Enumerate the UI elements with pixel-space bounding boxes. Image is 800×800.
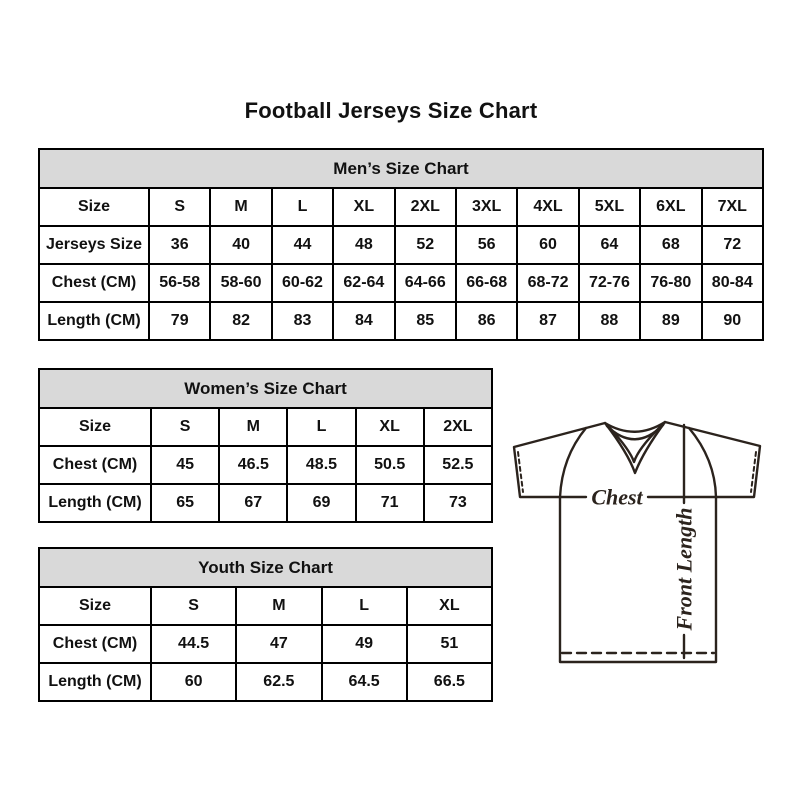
value-cell: L: [322, 587, 407, 625]
value-cell: 49: [322, 625, 407, 663]
youth-size-table: [38, 547, 493, 702]
value-cell: 46.5: [219, 446, 287, 484]
value-cell: XL: [407, 587, 492, 625]
value-cell: M: [236, 587, 321, 625]
value-cell: 60: [517, 226, 578, 264]
table-title: Youth Size Chart: [39, 548, 492, 587]
value-cell: 82: [210, 302, 271, 340]
value-cell: 44: [272, 226, 333, 264]
value-cell: 64.5: [322, 663, 407, 701]
row-label-cell: Size: [39, 587, 151, 625]
table-row: [39, 484, 492, 522]
value-cell: 36: [149, 226, 210, 264]
value-cell: 72: [702, 226, 763, 264]
value-cell: 56: [456, 226, 517, 264]
value-cell: 79: [149, 302, 210, 340]
value-cell: 68-72: [517, 264, 578, 302]
value-cell: 51: [407, 625, 492, 663]
table-row: [39, 408, 492, 446]
value-cell: 7XL: [702, 188, 763, 226]
value-cell: S: [151, 587, 236, 625]
value-cell: M: [210, 188, 271, 226]
value-cell: 48.5: [287, 446, 355, 484]
value-cell: 48: [333, 226, 394, 264]
table-header-row: [39, 369, 492, 408]
table-row: [39, 264, 763, 302]
value-cell: M: [219, 408, 287, 446]
value-cell: 64-66: [395, 264, 456, 302]
value-cell: 62.5: [236, 663, 321, 701]
value-cell: 73: [424, 484, 492, 522]
value-cell: 88: [579, 302, 640, 340]
value-cell: L: [287, 408, 355, 446]
value-cell: 84: [333, 302, 394, 340]
value-cell: 62-64: [333, 264, 394, 302]
row-label-cell: Size: [39, 188, 149, 226]
table-header-row: [39, 548, 492, 587]
value-cell: 68: [640, 226, 701, 264]
value-cell: 76-80: [640, 264, 701, 302]
value-cell: 6XL: [640, 188, 701, 226]
value-cell: 64: [579, 226, 640, 264]
value-cell: 40: [210, 226, 271, 264]
value-cell: 44.5: [151, 625, 236, 663]
value-cell: 60-62: [272, 264, 333, 302]
womens-size-table: [38, 368, 493, 523]
value-cell: 56-58: [149, 264, 210, 302]
row-label-cell: Chest (CM): [39, 446, 151, 484]
table-row: [39, 226, 763, 264]
page-title: Football Jerseys Size Chart: [244, 98, 538, 123]
table-row: [39, 625, 492, 663]
value-cell: 2XL: [395, 188, 456, 226]
value-cell: 60: [151, 663, 236, 701]
table-row: [39, 446, 492, 484]
chest-label: Chest: [591, 484, 643, 510]
table-title: Women’s Size Chart: [39, 369, 492, 408]
table-row: [39, 663, 492, 701]
value-cell: 50.5: [356, 446, 424, 484]
table-row: [39, 188, 763, 226]
row-label-cell: Jerseys Size: [39, 226, 149, 264]
value-cell: S: [151, 408, 219, 446]
value-cell: 72-76: [579, 264, 640, 302]
table-title: Men’s Size Chart: [39, 149, 763, 188]
front-length-label: Front Length: [671, 507, 697, 631]
value-cell: L: [272, 188, 333, 226]
value-cell: 58-60: [210, 264, 271, 302]
row-label-cell: Length (CM): [39, 484, 151, 522]
value-cell: S: [149, 188, 210, 226]
value-cell: 52: [395, 226, 456, 264]
value-cell: 4XL: [517, 188, 578, 226]
value-cell: 83: [272, 302, 333, 340]
value-cell: XL: [333, 188, 394, 226]
value-cell: 90: [702, 302, 763, 340]
jersey-measurement-diagram: [500, 395, 770, 680]
value-cell: 2XL: [424, 408, 492, 446]
value-cell: 71: [356, 484, 424, 522]
value-cell: 85: [395, 302, 456, 340]
table-row: [39, 302, 763, 340]
table-header-row: [39, 149, 763, 188]
value-cell: 66.5: [407, 663, 492, 701]
value-cell: 45: [151, 446, 219, 484]
value-cell: 52.5: [424, 446, 492, 484]
value-cell: 67: [219, 484, 287, 522]
value-cell: 80-84: [702, 264, 763, 302]
value-cell: 47: [236, 625, 321, 663]
value-cell: 89: [640, 302, 701, 340]
value-cell: 65: [151, 484, 219, 522]
value-cell: 5XL: [579, 188, 640, 226]
table-row: [39, 587, 492, 625]
row-label-cell: Chest (CM): [39, 625, 151, 663]
row-label-cell: Size: [39, 408, 151, 446]
value-cell: 69: [287, 484, 355, 522]
value-cell: XL: [356, 408, 424, 446]
row-label-cell: Length (CM): [39, 302, 149, 340]
value-cell: 87: [517, 302, 578, 340]
jersey-outline-shape: [514, 422, 760, 662]
mens-size-table: [38, 148, 764, 341]
value-cell: 3XL: [456, 188, 517, 226]
row-label-cell: Chest (CM): [39, 264, 149, 302]
row-label-cell: Length (CM): [39, 663, 151, 701]
value-cell: 66-68: [456, 264, 517, 302]
value-cell: 86: [456, 302, 517, 340]
